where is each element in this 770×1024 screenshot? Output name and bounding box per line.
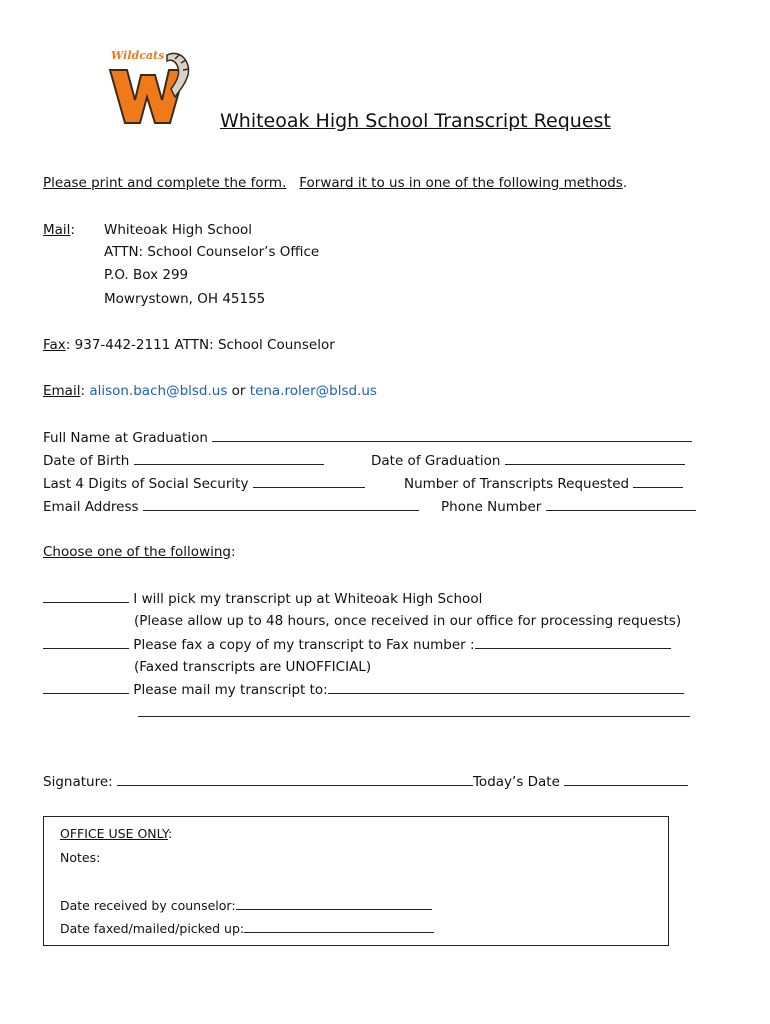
full-name-blank[interactable] bbox=[212, 429, 692, 442]
office-heading-line bbox=[60, 826, 172, 841]
full-name-field bbox=[43, 429, 692, 446]
ssn-field bbox=[43, 475, 365, 492]
mail-address-blank[interactable] bbox=[328, 681, 684, 694]
intro-line bbox=[43, 175, 627, 191]
option-mail-label: Please mail my transcript to: bbox=[133, 682, 328, 698]
office-heading: OFFICE USE ONLY bbox=[60, 826, 168, 841]
option-pickup-note: (Please allow up to 48 hours, once received in our office for processing requests) bbox=[134, 613, 682, 629]
dob-label: Date of Birth bbox=[43, 453, 130, 469]
dob-blank[interactable] bbox=[134, 452, 324, 465]
ssn-blank[interactable] bbox=[253, 475, 365, 488]
full-name-label: Full Name at Graduation bbox=[43, 430, 208, 446]
email-or: or bbox=[231, 383, 246, 399]
office-notes: Notes: bbox=[60, 850, 101, 865]
mail-address-blank-2[interactable] bbox=[138, 704, 690, 717]
email-line bbox=[43, 383, 377, 399]
mail-label: Mail bbox=[43, 222, 71, 238]
wildcats-logo bbox=[105, 45, 195, 125]
grad-date-label: Date of Graduation bbox=[371, 453, 501, 469]
office-heading-colon: : bbox=[167, 826, 173, 841]
date-received-blank[interactable] bbox=[236, 897, 432, 910]
date-sent-blank[interactable] bbox=[244, 920, 434, 933]
choose-colon: : bbox=[231, 544, 236, 560]
option-fax-label: Please fax a copy of my transcript to Fax number : bbox=[133, 637, 475, 653]
fax-number-blank[interactable] bbox=[475, 636, 671, 649]
choose-label: Choose one of the following bbox=[43, 544, 231, 560]
date-received-label: Date received by counselor: bbox=[60, 898, 236, 913]
mail-line-2: ATTN: School Counselor’s Office bbox=[104, 244, 320, 260]
phone-blank[interactable] bbox=[546, 498, 696, 511]
date-sent-label: Date faxed/mailed/picked up: bbox=[60, 921, 245, 936]
mail-line-1: Whiteoak High School bbox=[104, 222, 253, 238]
email-link-2[interactable]: tena.roler@blsd.us bbox=[249, 383, 377, 399]
option-fax-blank[interactable] bbox=[43, 636, 129, 649]
option-pickup-blank[interactable] bbox=[43, 590, 129, 603]
num-transcripts-label: Number of Transcripts Requested bbox=[404, 476, 630, 492]
email-colon: : bbox=[80, 383, 86, 399]
option-fax bbox=[43, 636, 671, 653]
email-address-label: Email Address bbox=[43, 499, 139, 515]
option-fax-note: (Faxed transcripts are UNOFFICIAL) bbox=[134, 659, 372, 675]
grad-date-blank[interactable] bbox=[505, 452, 685, 465]
grad-date-field bbox=[371, 452, 685, 469]
signature-field bbox=[43, 773, 688, 790]
email-address-field bbox=[43, 498, 419, 515]
logo-wildcats-text: Wildcats bbox=[111, 49, 165, 62]
mail-line-4: Mowrystown, OH 45155 bbox=[104, 291, 266, 307]
mail-colon: : bbox=[70, 222, 75, 238]
choose-line bbox=[43, 544, 236, 560]
intro-part1: Please print and complete the form. bbox=[43, 175, 287, 191]
option-pickup bbox=[43, 590, 482, 607]
num-transcripts-field bbox=[404, 475, 683, 492]
email-address-blank[interactable] bbox=[143, 498, 419, 511]
fax-label: Fax bbox=[43, 337, 66, 353]
intro-part2: Forward it to us in one of the following methods bbox=[299, 175, 623, 191]
ssn-label: Last 4 Digits of Social Security bbox=[43, 476, 249, 492]
todays-date-label: Today’s Date bbox=[472, 774, 560, 790]
mail-line-3: P.O. Box 299 bbox=[104, 267, 189, 283]
option-pickup-label: I will pick my transcript up at Whiteoak High School bbox=[133, 591, 483, 607]
page-title: Whiteoak High School Transcript Request bbox=[220, 110, 611, 132]
todays-date-blank[interactable] bbox=[564, 773, 688, 786]
mail-label-wrap bbox=[43, 222, 75, 238]
num-transcripts-blank[interactable] bbox=[633, 475, 683, 488]
phone-field bbox=[441, 498, 696, 515]
option-mail bbox=[43, 681, 684, 698]
wildcats-logo-graphic bbox=[105, 45, 195, 125]
office-date-sent bbox=[60, 920, 434, 936]
signature-blank[interactable] bbox=[117, 773, 473, 786]
dob-field bbox=[43, 452, 324, 469]
signature-label: Signature: bbox=[43, 774, 113, 790]
mail-address-blank-2-wrap bbox=[138, 704, 690, 721]
office-date-received bbox=[60, 897, 432, 913]
intro-period: . bbox=[622, 175, 628, 191]
fax-line bbox=[43, 337, 335, 353]
email-link-1[interactable]: alison.bach@blsd.us bbox=[89, 383, 228, 399]
option-mail-blank[interactable] bbox=[43, 681, 129, 694]
fax-text: : 937-442-2111 ATTN: School Counselor bbox=[65, 337, 335, 353]
email-label: Email bbox=[43, 383, 81, 399]
phone-label: Phone Number bbox=[441, 499, 542, 515]
